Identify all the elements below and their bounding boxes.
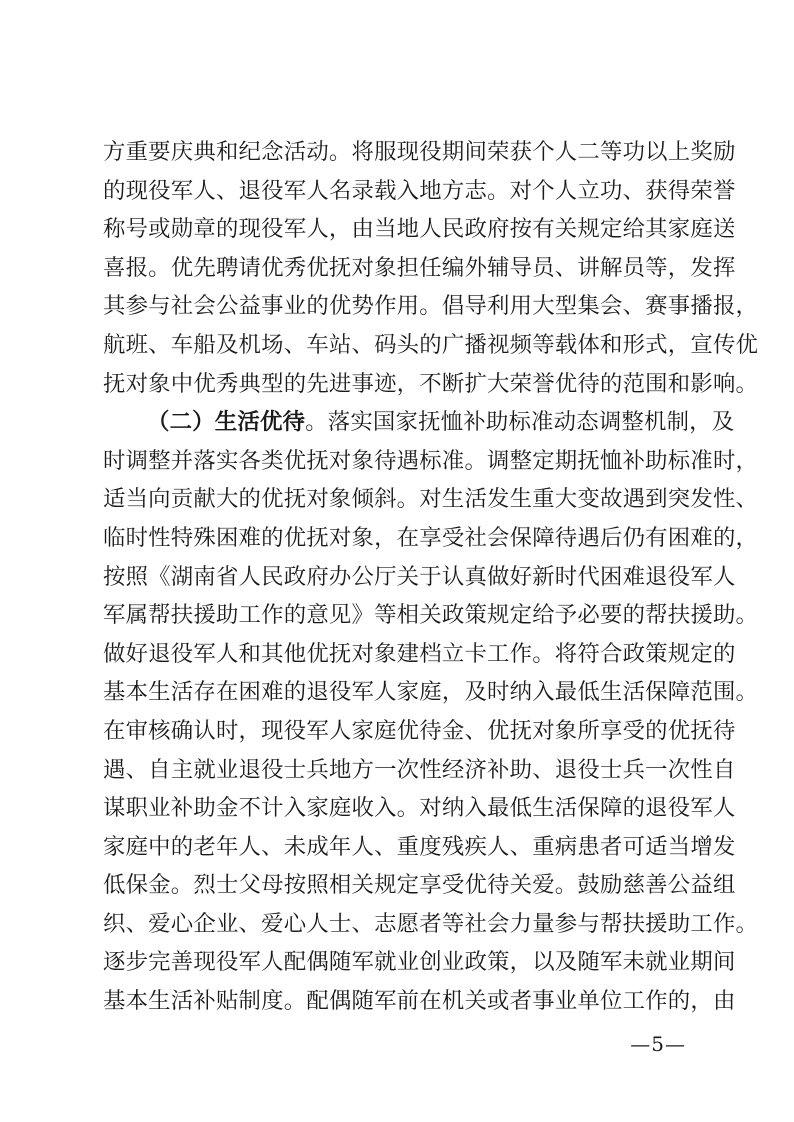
text-run: 。落实国家抚恤补助标准动态调整机制，及 [305,409,735,436]
paragraph-honor-preferential [103,133,759,403]
text-line: 称号或勋章的现役军人，由当地人民政府按有关规定给其家庭送 [103,216,736,243]
text-line: 谋职业补助金不计入家庭收入。对纳入最低生活保障的退役军人 [103,795,736,822]
text-line: 航班、车船及机场、车站、码头的广播视频等载体和形式，宣传优 [103,331,759,358]
text-line: 军属帮扶援助工作的意见》等相关政策规定给予必要的帮扶援助。 [103,602,759,629]
text-line: 织、爱心企业、爱心人士、志愿者等社会力量参与帮扶援助工作。 [103,910,759,937]
text-line: 在审核确认时，现役军人家庭优待金、优抚对象所享受的优抚待 [103,717,736,744]
text-line: 基本生活补贴制度。配偶随军前在机关或者事业单位工作的，由 [103,988,736,1015]
section-heading: （二）生活优待 [147,409,306,436]
page-number: —5— [630,1032,686,1056]
text-line: 方重要庆典和纪念活动。将服现役期间荣获个人二等功以上奖励 [103,139,736,165]
text-line: 按照《湖南省人民政府办公厅关于认真做好新时代困难退役军人 [103,563,736,590]
document-body [103,133,759,1021]
paragraph-living-preferential [103,403,759,1021]
text-line: 抚对象中优秀典型的先进事迹，不断扩大荣誉优待的范围和影响。 [103,370,759,397]
text-line: 的现役军人、退役军人名录载入地方志。对个人立功、获得荣誉 [103,177,736,204]
text-line: 做好退役军人和其他优抚对象建档立卡工作。将符合政策规定的 [103,640,736,667]
text-line [103,403,735,442]
text-line: 逐步完善现役军人配偶随军就业创业政策，以及随军未就业期间 [103,949,736,976]
text-line: 遇、自主就业退役士兵地方一次性经济补助、退役士兵一次性自 [103,756,736,783]
text-line: 临时性特殊困难的优抚对象，在享受社会保障待遇后仍有困难的， [103,524,759,551]
text-line: 低保金。烈士父母按照相关规定享受优待关爱。鼓励慈善公益组 [103,872,736,899]
text-line: 适当向贡献大的优抚对象倾斜。对生活发生重大变故遇到突发性、 [103,486,759,513]
text-line: 时调整并落实各类优抚对象待遇标准。调整定期抚恤补助标准时， [103,447,759,474]
text-line: 基本生活存在困难的退役军人家庭，及时纳入最低生活保障范围。 [103,679,759,706]
text-line: 家庭中的老年人、未成年人、重度残疾人、重病患者可适当增发 [103,833,736,860]
text-line: 喜报。优先聘请优秀优抚对象担任编外辅导员、讲解员等，发挥 [103,254,736,281]
text-line: 其参与社会公益事业的优势作用。倡导利用大型集会、赛事播报， [103,293,759,320]
